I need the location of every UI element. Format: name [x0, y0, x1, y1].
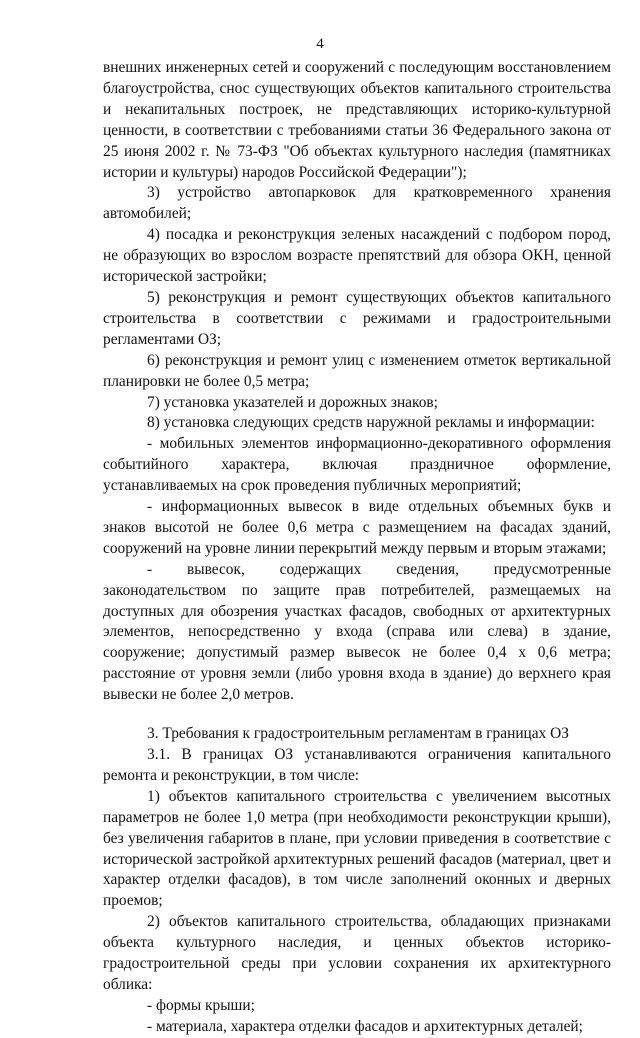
- paragraph-item-3: 3) устройство автопарковок для кратковременного хранения автомобилей;: [103, 184, 611, 223]
- paragraph-3-1: 3.1. В границах ОЗ устанавливаются ограничения капитального ремонта и реконструкции, в том числе:: [103, 746, 611, 784]
- page-number: 4: [316, 36, 324, 52]
- paragraph-item-7: 7) установка указателей и дорожных знаков;: [147, 393, 438, 411]
- paragraph-item-6: 6) реконструкция и ремонт улиц с изменением отметок вертикальной планировки не более 0,5 метра;: [103, 351, 611, 390]
- paragraph-bullet-info-signs: - информационных вывесок в виде отдельных объемных букв и знаков высотой не более 0,6 метра с размещением на фасадах зданий, сооружений на уровне линии перекрытий между первым и вторым этажами;: [103, 498, 611, 557]
- paragraph-bullet-mobile-elements: - мобильных элементов информационно-декоративного оформления событийного характера, включая праздничное оформление, устанавливаемых на срок проведения публичных мероприятий;: [103, 435, 611, 495]
- section-title: 3. Требования к градостроительным регламентам в границах ОЗ: [147, 725, 569, 743]
- paragraph-bullet-consumer-signs: - вывесок, содержащих сведения, предусмотренные законодательством по защите прав потребителей, размещаемых на доступных для обозрения участках фасадов, свободных от архитектурных элементов, непосредственно у входа (справа или слева) в здание, сооружение; допустимый размер вывесок не более 0,4 х 0,6 метра; расстояние от уровня земли (либо уровня входа в здание) до верхнего края вывески не более 2,0 метров.: [103, 560, 611, 704]
- paragraph-item-4: 4) посадка и реконструкция зеленых насаждений с подбором пород, не образующих во взрослом возрасте препятствий для обзора ОКН, ценной исторической застройки;: [103, 226, 611, 286]
- paragraph-bullet-facade-material: - материала, характера отделки фасадов и архитектурных деталей;: [147, 1017, 583, 1035]
- paragraph-item-8: 8) установка следующих средств наружной рекламы и информации:: [147, 414, 595, 432]
- document-body: [103, 58, 611, 1038]
- paragraph-continuation: внешних инженерных сетей и сооружений с последующим восстановлением благоустройства, снос существующих объектов капитального строительства и некапитальных построек, не представляющих историко-культурной ценности, в соответствии с требованиями статьи 36 Федерального закона от 25 июня 2002 г. № 73-ФЗ "Об объектах культурного наследия (памятниках истории и культуры) народов Российской Федерации");: [103, 59, 611, 181]
- paragraph-item-5: 5) реконструкция и ремонт существующих объектов капитального строительства в соответствии с режимами и градостроительными регламентами ОЗ;: [103, 288, 611, 348]
- paragraph-3-1-item-1: 1) объектов капитального строительства с увеличением высотных параметров не более 1,0 метра (при необходимости реконструкции крыши), без увеличения габаритов в плане, при условии приведения в соответствие с исторической застройкой архитектурных решений фасадов (материал, цвет и характер отделки фасадов), в том числе заполнений оконных и дверных проемов;: [103, 787, 611, 910]
- paragraph-bullet-roof-form: - формы крыши;: [147, 996, 255, 1014]
- paragraph-3-1-item-2: 2) объектов капитального строительства, обладающих признаками объекта культурного наследия, и ценных объектов историко-градостроительной среды при условии сохранения их архитектурного облика:: [103, 913, 611, 993]
